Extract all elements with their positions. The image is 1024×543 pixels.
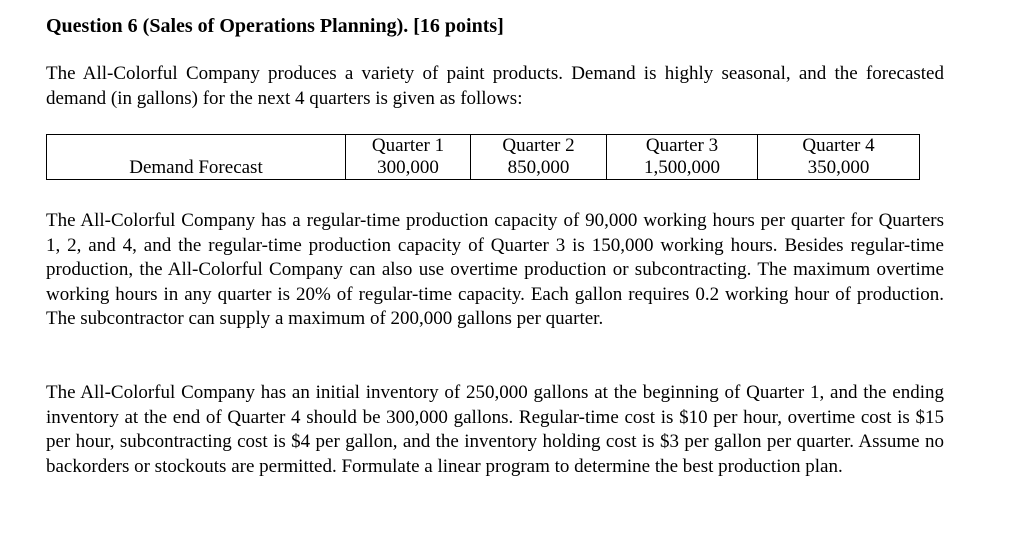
demand-forecast-table — [46, 134, 920, 180]
quarter-2-cell — [471, 135, 607, 180]
quarter-1-cell — [346, 135, 471, 180]
quarter-3-header: Quarter 3 — [645, 135, 719, 156]
row-label: Demand Forecast — [129, 157, 263, 178]
quarter-3-value: 1,500,000 — [644, 157, 720, 178]
intro-paragraph: The All-Colorful Company produces a variety of paint products. Demand is highly seasonal, and the forecasted demand (in gallons) for the next 4 quarters is given as follows: — [46, 63, 944, 109]
quarter-3-cell — [607, 135, 758, 180]
quarter-1-value: 300,000 — [377, 157, 439, 178]
question-title: Question 6 (Sales of Operations Planning). [16 points] — [46, 15, 504, 37]
quarter-4-header: Quarter 4 — [802, 135, 875, 156]
quarter-4-value: 350,000 — [807, 157, 870, 178]
table-row — [47, 135, 920, 180]
row-label-cell — [47, 135, 346, 180]
capacity-paragraph: The All-Colorful Company has a regular-time production capacity of 90,000 working hours per quarter for Quarters 1, 2, and 4, and the regular-time production capacity of Quarter 3 is 150,000 working hours. Besides regular-time production, the All-Colorful Company can also use overtime production or subcontracting. The maximum overtime working hours in any quarter is 20% of regular-time capacity. Each gallon requires 0.2 working hour of production. The subcontractor can supply a maximum of 200,000 gallons per quarter. — [46, 210, 944, 330]
quarter-1-header: Quarter 1 — [371, 135, 445, 156]
quarter-2-header: Quarter 2 — [502, 135, 575, 156]
cost-paragraph: The All-Colorful Company has an initial inventory of 250,000 gallons at the beginning of Quarter 1, and the ending inventory at the end of Quarter 4 should be 300,000 gallons. Regular-time cost is $10 per hour, overtime cost is $15 per hour, subcontracting cost is $4 per gallon, and the inventory holding cost is $3 per gallon per quarter. Assume no backorders or stockouts are permitted. Formulate a linear program to determine the best production plan. — [46, 382, 944, 477]
quarter-4-cell — [758, 135, 920, 180]
quarter-2-value: 850,000 — [507, 157, 570, 178]
